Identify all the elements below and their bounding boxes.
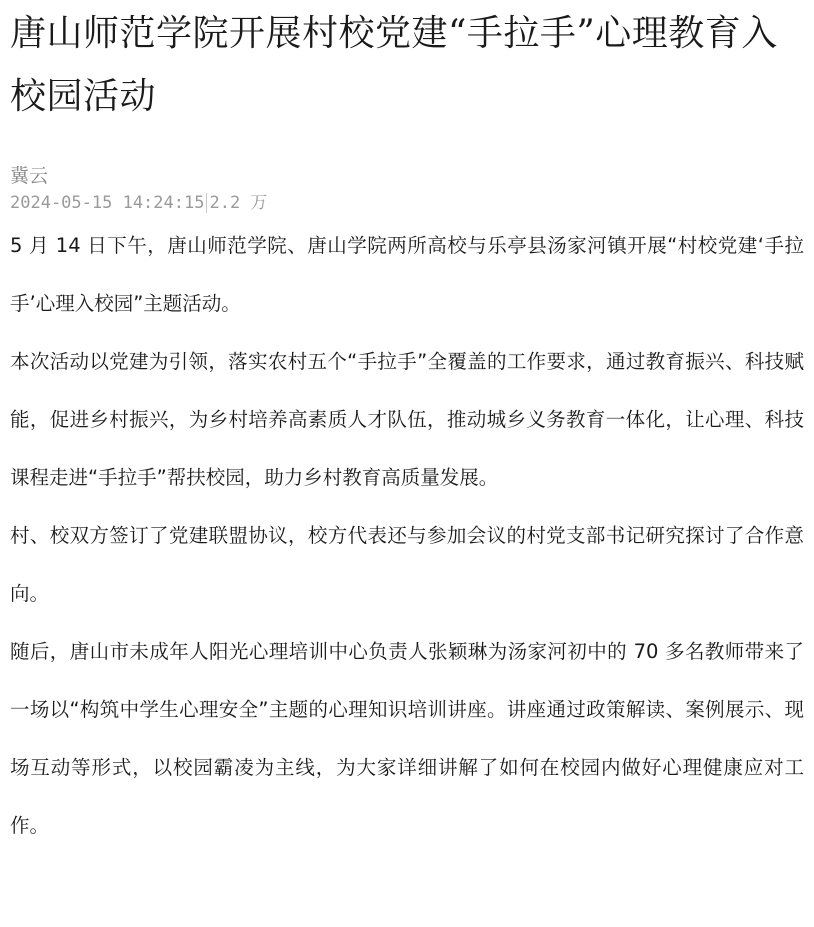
article-title: 唐山师范学院开展村校党建“手拉手”心理教育入校园活动 — [10, 13, 778, 117]
meta-divider — [206, 193, 207, 213]
publish-info — [10, 190, 804, 216]
article-paragraph: 随后，唐山市未成年人阳光心理培训中心负责人张颖琳为汤家河初中的 70 多名教师带来了一场以“构筑中学生心理安全”主题的心理知识培训讲座。讲座通过政策解读、案例展示、现场互动等形式，以校园霸凌为主线，为大家详细讲解了如何在校园内做好心理健康应对工作。 — [10, 640, 804, 837]
author-name[interactable]: 冀云 — [10, 165, 49, 187]
article-meta — [10, 162, 804, 216]
publish-datetime: 2024-05-15 14:24:15 — [10, 193, 205, 213]
article-paragraph: 本次活动以党建为引领，落实农村五个“手拉手”全覆盖的工作要求，通过教育振兴、科技赋能，促进乡村振兴，为乡村培养高素质人才队伍，推动城乡义务教育一体化，让心理、科技课程走进“手拉手”帮扶校园，助力乡村教育高质量发展。 — [10, 350, 804, 489]
view-count: 2.2 万 — [209, 193, 268, 213]
article-paragraph: 5 月 14 日下午，唐山师范学院、唐山学院两所高校与乐亭县汤家河镇开展“村校党建‘手拉手’心理入校园”主题活动。 — [10, 234, 804, 315]
article-paragraph: 村、校双方签订了党建联盟协议，校方代表还与参加会议的村党支部书记研究探讨了合作意向。 — [10, 524, 804, 605]
article-body — [10, 217, 804, 855]
